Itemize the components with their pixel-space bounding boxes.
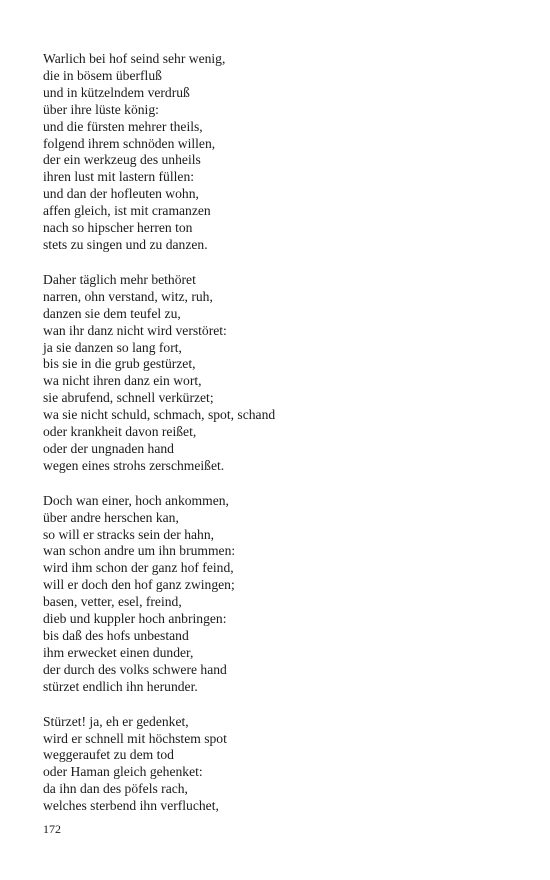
poem-line: da ihn dan des pöfels rach, (43, 781, 188, 797)
poem-line: Stürzet! ja, eh er gedenket, (43, 713, 189, 729)
poem-line: wegen eines strohs zerschmeißet. (43, 457, 225, 473)
poem-line: und in kützelndem verdruß (43, 84, 190, 100)
poem-line: und die fürsten mehrer theils, (43, 118, 203, 134)
poem-line: narren, ohn verstand, witz, ruh, (43, 288, 213, 304)
poem-line: will er doch den hof ganz zwingen; (43, 577, 235, 593)
stanza-1 (43, 51, 523, 254)
poem-line: der ein werkzeug des unheils (43, 152, 201, 168)
poem-line: bis sie in die grub gestürzet, (43, 356, 196, 372)
poem-line: sie abrufend, schnell verkürzet; (43, 390, 214, 406)
poem-line: über andre herschen kan, (43, 509, 179, 525)
poem-line: die in bösem überfluß (43, 67, 162, 83)
stanza-4 (43, 714, 523, 815)
poem-line: oder Haman gleich gehenket: (43, 764, 203, 780)
poem-line: Doch wan einer, hoch ankommen, (43, 492, 229, 508)
poem-line: wan schon andre um ihn brummen: (43, 543, 236, 559)
poem-line: stets zu singen und zu danzen. (43, 236, 208, 252)
poem-line: danzen sie dem teufel zu, (43, 305, 181, 321)
poem-line: affen gleich, ist mit cramanzen (43, 203, 211, 219)
poem-line: weggeraufet zu dem tod (43, 747, 174, 763)
poem-line: stürzet endlich ihn herunder. (43, 678, 198, 694)
poem-line: Daher täglich mehr bethöret (43, 271, 196, 287)
poem-line: wird ihm schon der ganz hof feind, (43, 560, 234, 576)
stanza-2 (43, 272, 523, 475)
poem-line: ihren lust mit lastern füllen: (43, 169, 195, 185)
poem-line: wird er schnell mit höchstem spot (43, 730, 227, 746)
poem-line: welches sterbend ihn verfluchet, (43, 798, 219, 814)
poem-line: so will er stracks sein der hahn, (43, 526, 215, 542)
poem-line: oder der ungnaden hand (43, 440, 174, 456)
poem-line: folgend ihrem schnöden willen, (43, 135, 216, 151)
stanza-3 (43, 493, 523, 696)
poem-line: nach so hipscher herren ton (43, 220, 193, 236)
poem-line: ja sie danzen so lang fort, (43, 339, 182, 355)
poem-line: wa nicht ihren danz ein wort, (43, 373, 202, 389)
poem-line: wan ihr danz nicht wird verstöret: (43, 322, 227, 338)
poem-line: und dan der hofleuten wohn, (43, 186, 199, 202)
poem-line: basen, vetter, esel, freind, (43, 594, 182, 610)
poem-line: bis daß des hofs unbestand (43, 628, 189, 643)
poem-line: wa sie nicht schuld, schmach, spot, schand (43, 407, 276, 423)
poem-line: über ihre lüste könig: (43, 101, 159, 117)
poem-line: dieb und kuppler hoch anbringen: (43, 611, 227, 627)
poem-text (43, 51, 523, 833)
poem-line: Warlich bei hof seind sehr wenig, (43, 51, 226, 66)
poem-line: oder krankheit davon reißet, (43, 424, 197, 440)
poem-line: ihm erwecket einen dunder, (43, 644, 194, 660)
poem-line: der durch des volks schwere hand (43, 661, 227, 677)
page-number: 172 (43, 822, 61, 836)
